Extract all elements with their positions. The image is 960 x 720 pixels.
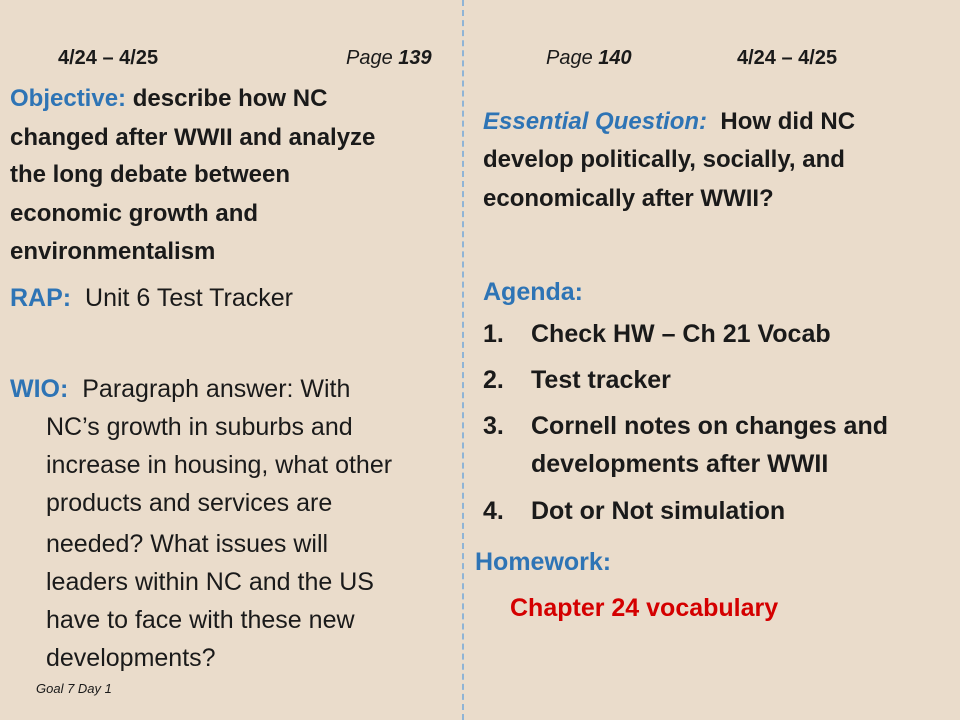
objective-line-4: economic growth and bbox=[10, 200, 259, 227]
page-divider bbox=[462, 0, 464, 720]
eq-line-1: Essential Question: How did NC bbox=[483, 108, 856, 135]
right-header-dates: 4/24 – 4/25 bbox=[737, 47, 838, 69]
wio-line-5: needed? What issues will bbox=[46, 530, 329, 558]
homework-text: Chapter 24 vocabulary bbox=[510, 594, 779, 622]
objective-line-5: environmentalism bbox=[10, 238, 216, 265]
agenda-label: Agenda: bbox=[483, 278, 583, 306]
wio-line-7: have to face with these new bbox=[46, 606, 355, 634]
wio-line-2: NC’s growth in suburbs and bbox=[46, 413, 353, 441]
footnote: Goal 7 Day 1 bbox=[36, 681, 112, 696]
eq-label: Essential Question: bbox=[483, 108, 708, 135]
right-header-page: Page 140 bbox=[546, 47, 632, 69]
objective-line-3: the long debate between bbox=[10, 161, 291, 188]
wio-line-8: developments? bbox=[46, 644, 216, 672]
left-header-dates: 4/24 – 4/25 bbox=[58, 47, 159, 69]
left-header-page: Page 139 bbox=[346, 47, 432, 69]
rap-label: RAP: bbox=[10, 284, 72, 312]
wio-label: WIO: bbox=[10, 375, 69, 403]
wio-line-4: products and services are bbox=[46, 489, 333, 517]
agenda-item-3: 3. Cornell notes on changes and bbox=[483, 412, 888, 440]
objective-label: Objective: bbox=[10, 85, 127, 112]
homework-label: Homework: bbox=[475, 548, 612, 576]
rap-line bbox=[10, 279, 293, 318]
rap-text: Unit 6 Test Tracker bbox=[85, 284, 293, 312]
agenda-item-4: 4. Dot or Not simulation bbox=[483, 497, 786, 525]
agenda-item-3-cont: developments after WWII bbox=[531, 450, 829, 478]
objective-line-1: Objective: describe how NC bbox=[10, 85, 328, 112]
objective-line-2: changed after WWII and analyze bbox=[10, 124, 376, 151]
wio-line-1: WIO: Paragraph answer: With bbox=[10, 375, 351, 403]
agenda-item-1: 1. Check HW – Ch 21 Vocab bbox=[483, 320, 831, 348]
agenda-item-2: 2. Test tracker bbox=[483, 366, 671, 394]
eq-line-2: develop politically, socially, and bbox=[483, 146, 845, 173]
eq-line-3: economically after WWII? bbox=[483, 185, 774, 212]
wio-line-3: increase in housing, what other bbox=[46, 451, 393, 479]
wio-line-6: leaders within NC and the US bbox=[46, 568, 374, 596]
